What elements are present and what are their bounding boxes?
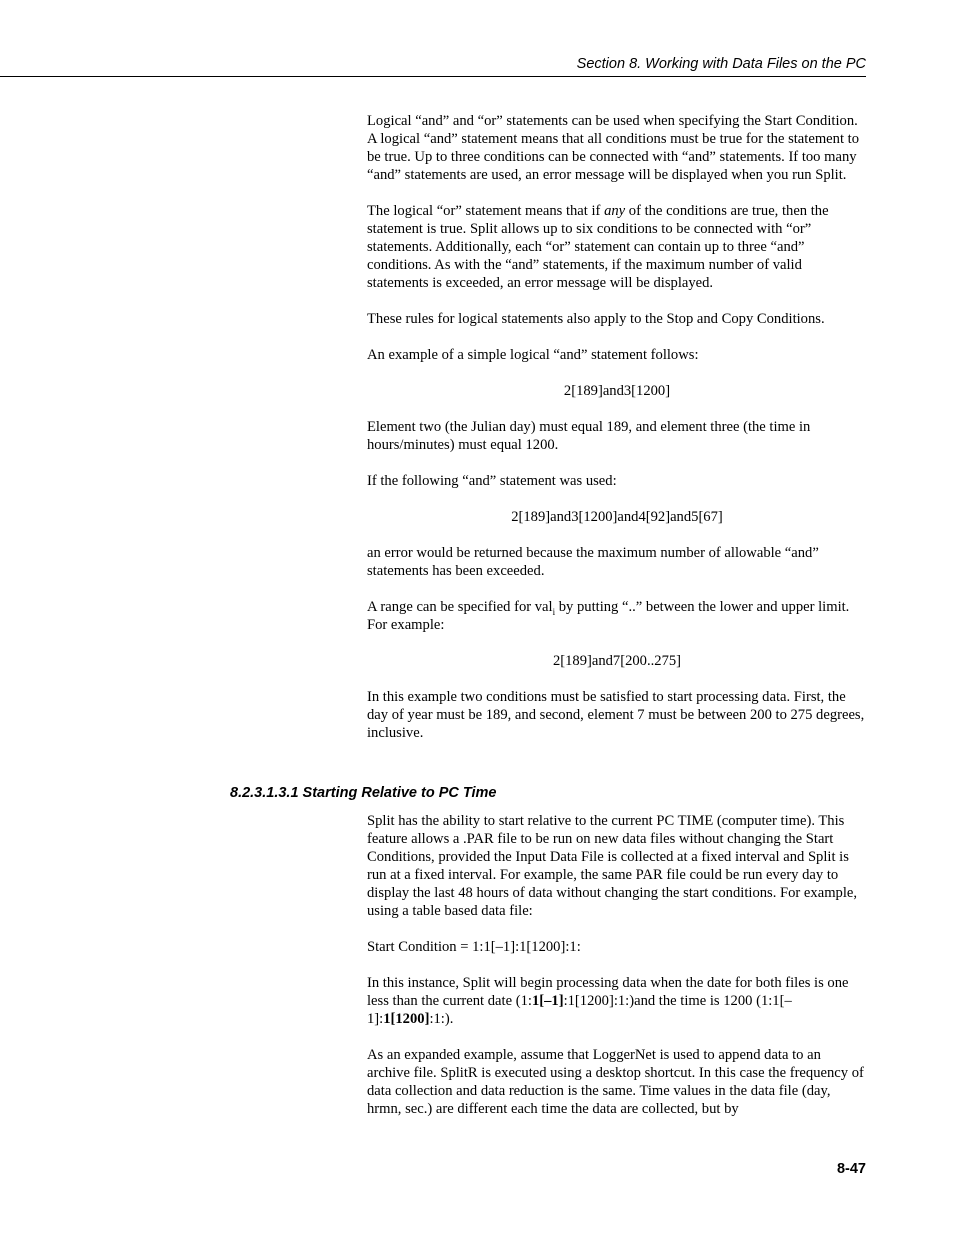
text-run: :1[1200]:1:)and the time is 1200 (1:1[–1]: [367,993,792,1027]
bold-time-term: 1[1200] [383,1011,430,1027]
paragraph-range [367,598,867,634]
emphasis-any: any [604,203,626,219]
paragraph-logical-statements: Logical “and” and “or” statements can be used when specifying the Start Condition. A logical “and” statement means that all conditions must be true for the statement to be true. Up to three conditions can be connected with “and” statements. If too many “and” statements are used, an error message will be displayed when you run Split. [367,113,859,183]
page-number: 8-47 [836,1161,866,1177]
bold-date-term: 1[–1] [531,993,564,1009]
text-run: of the conditions are true, then the statement is true. Split allows up to six conditions to be connected with “or” statements. Additionally, each “or” statement can contain up to three “and” conditions. As with the “and” statements, if the maximum number of valid statements is exceeded, an error message will be displayed. [367,203,829,291]
paragraph-example-intro: An example of a simple logical “and” statement follows: [367,347,699,363]
code-example-1: 2[189]and3[1200] [563,383,671,399]
code-example-2: 2[189]and3[1200]and4[92]and5[67] [511,509,723,525]
running-header: Section 8. Working with Data Files on the PC [576,56,866,72]
text-run: :1:). [429,1011,454,1027]
paragraph-following-and: If the following “and” statement was used: [367,473,617,489]
paragraph-rules-apply: These rules for logical statements also apply to the Stop and Copy Conditions. [367,311,825,327]
section-heading: 8.2.3.1.3.1 Starting Relative to PC Time [230,785,497,801]
paragraph-expanded-example: As an expanded example, assume that LoggerNet is used to append data to an archive file. SplitR is executed using a desktop shortcut. In this case the frequency of data collection and data reduction is the same. Time values in the data file (day, hrmn, sec.) are different each time the data are collected, but by [367,1047,864,1117]
body-text-top [367,112,867,760]
code-example-3: 2[189]and7[200..275] [552,653,682,669]
paragraph-pc-time: Split has the ability to start relative to the current PC TIME (computer time). This feature allows a .PAR file to be run on new data files without changing the Start Conditions, provided the Input Data File is collected at a fixed interval and Split is run at a fixed interval. For example, the same PAR file could be run every day to display the last 48 hours of data without changing the start conditions. For example, using a table based data file: [367,813,858,919]
paragraph-element-explanation: Element two (the Julian day) must equal 189, and element three (the time in hours/minutes) must equal 1200. [367,419,811,453]
paragraph-or-statement [367,202,867,292]
paragraph-two-conditions: In this example two conditions must be satisfied to start processing data. First, the day of year must be 189, and second, element 7 must be between 200 to 275 degrees, inclusive. [367,689,865,741]
paragraph-error-returned: an error would be returned because the maximum number of allowable “and” statements has been exceeded. [367,545,819,579]
body-text-bottom [367,812,867,1136]
paragraph-instance [367,974,867,1028]
paragraph-start-condition: Start Condition = 1:1[–1]:1[1200]:1: [367,939,581,955]
text-run: The logical “or” statement means that if [367,203,605,219]
subscript-i: i [552,606,556,617]
text-run: In this instance, Split will begin processing data when the date for both files is one less than the current date (1: [367,975,849,1009]
text-run: A range can be specified for val [367,599,553,615]
text-run: by putting “..” between the lower and upper limit. For example: [367,599,850,633]
header-rule [0,76,866,77]
